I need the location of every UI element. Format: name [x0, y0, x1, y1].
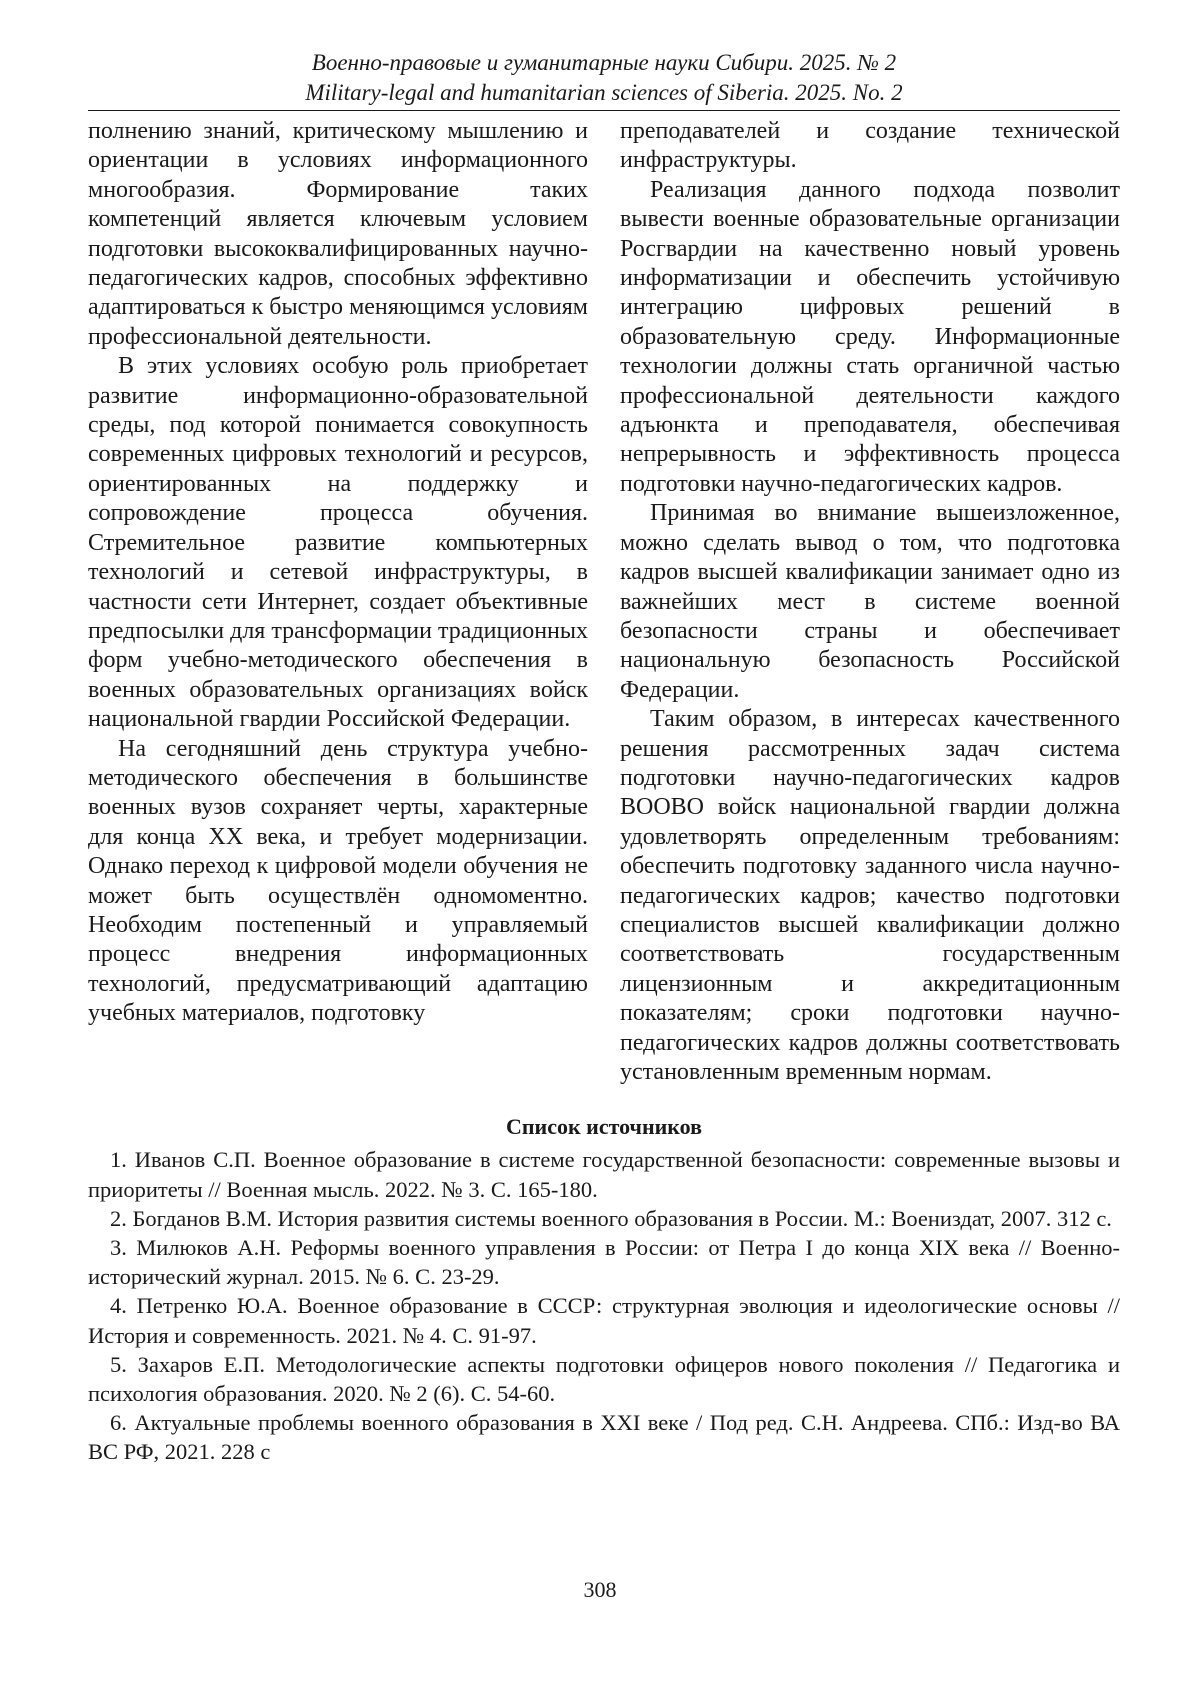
references-heading: Список источников	[505, 1114, 703, 1140]
journal-title-en: Military-legal and humanitarian sciences of Siberia. 2025. No. 2	[305, 80, 903, 105]
reference-item: 5. Захаров Е.П. Методологические аспекты подготовки офицеров нового поколения // Педагогика и психология образования. 2020. № 2 (6). С. 54-60.	[88, 1351, 1120, 1407]
reference-item: 4. Петренко Ю.А. Военное образование в СССР: структурная эволюция и идеологические основы // История и современность. 2021. № 4. С. 91-97.	[88, 1293, 1120, 1348]
journal-page	[88, 48, 1120, 1467]
reference-item: 6. Актуальные проблемы военного образования в XXI веке / Под ред. С.Н. Андреева. СПб.: Изд-во ВА ВС РФ, 2021. 228 с	[88, 1410, 1120, 1465]
references-list	[88, 1145, 1120, 1466]
paragraph: Принимая во внимание вышеизложенное, можно сделать вывод о том, что подготовка кадров высшей квалификации занимает одно из важнейших мест в системе военной безопасности страны и обеспечивает национальную безопасность Российской Федерации.	[620, 500, 1120, 703]
paragraph: Реализация данного подхода позволит вывести военные образовательные организации Росгвардии на качественно новый уровень информатизации и обеспечить устойчивую интеграцию цифровых решений в образовательную среду. Информационные технологии должны стать органичной частью профессиональной деятельности каждого адъюнкта и преподавателя, обеспечивая непрерывность и эффективность процесса подготовки научно-педагогических кадров.	[620, 176, 1120, 497]
paragraph: полнению знаний, критическому мышлению и ориентации в условиях информационного многообразия. Формирование таких компетенций является ключевым условием подготовки высококвалифицированных научно-педагогических кадров, способных эффективно адаптироваться к быстро меняющимся условиям профессиональной деятельности.	[88, 118, 588, 350]
running-header	[88, 48, 1120, 108]
paragraph: Таким образом, в интересах качественного решения рассмотренных задач система подготовки научно-педагогических кадров ВООВО войск национальной гвардии должна удовлетворять определенным требованиям: обеспечить подготовку заданного числа научно-педагогических кадров; качество подготовки специалистов высшей квалификации должно соответствовать государственным лицензионным и аккредитационным показателям; сроки подготовки научно-педагогических кадров должны соответствовать установленным временным нормам.	[620, 706, 1120, 1085]
reference-item: 2. Богданов В.М. История развития системы военного образования в России. М.: Воениздат, 2007. 312 с.	[110, 1205, 1112, 1231]
journal-title-ru: Военно-правовые и гуманитарные науки Сибири. 2025. № 2	[311, 50, 897, 75]
header-rule	[88, 110, 1120, 111]
reference-item: 3. Милюков А.Н. Реформы военного управления в России: от Петра I до конца XIX века // Военно-исторический журнал. 2015. № 6. С. 23-29.	[88, 1235, 1120, 1290]
paragraph: преподавателей и создание технической инфраструктуры.	[620, 118, 1120, 174]
two-column-body	[88, 117, 1120, 1087]
left-column	[88, 117, 588, 1087]
page-number: 308	[583, 1577, 617, 1602]
paragraph: На сегодняшний день структура учебно-методического обеспечения в большинстве военных вузов сохраняет черты, характерные для конца XX века, и требует модернизации. Однако переход к цифровой модели обучения не может быть осуществлён одномоментно. Необходим постепенный и управляемый процесс внедрения информационных технологий, предусматривающий адаптацию учебных материалов, подготовку	[88, 735, 588, 1027]
right-column	[620, 117, 1120, 1087]
reference-item: 1. Иванов С.П. Военное образование в системе государственной безопасности: современные вызовы и приоритеты // Военная мысль. 2022. № 3. С. 165-180.	[88, 1147, 1120, 1202]
paragraph: В этих условиях особую роль приобретает развитие информационно-образовательной среды, под которой понимается совокупность современных цифровых технологий и ресурсов, ориентированных на поддержку и сопровождение процесса обучения. Стремительное развитие компьютерных технологий и сетевой инфраструктуры, в частности сети Интернет, создает объективные предпосылки для трансформации традиционных форм учебно-методического обеспечения в военных образовательных организациях войск национальной гвардии Российской Федерации.	[88, 353, 588, 733]
